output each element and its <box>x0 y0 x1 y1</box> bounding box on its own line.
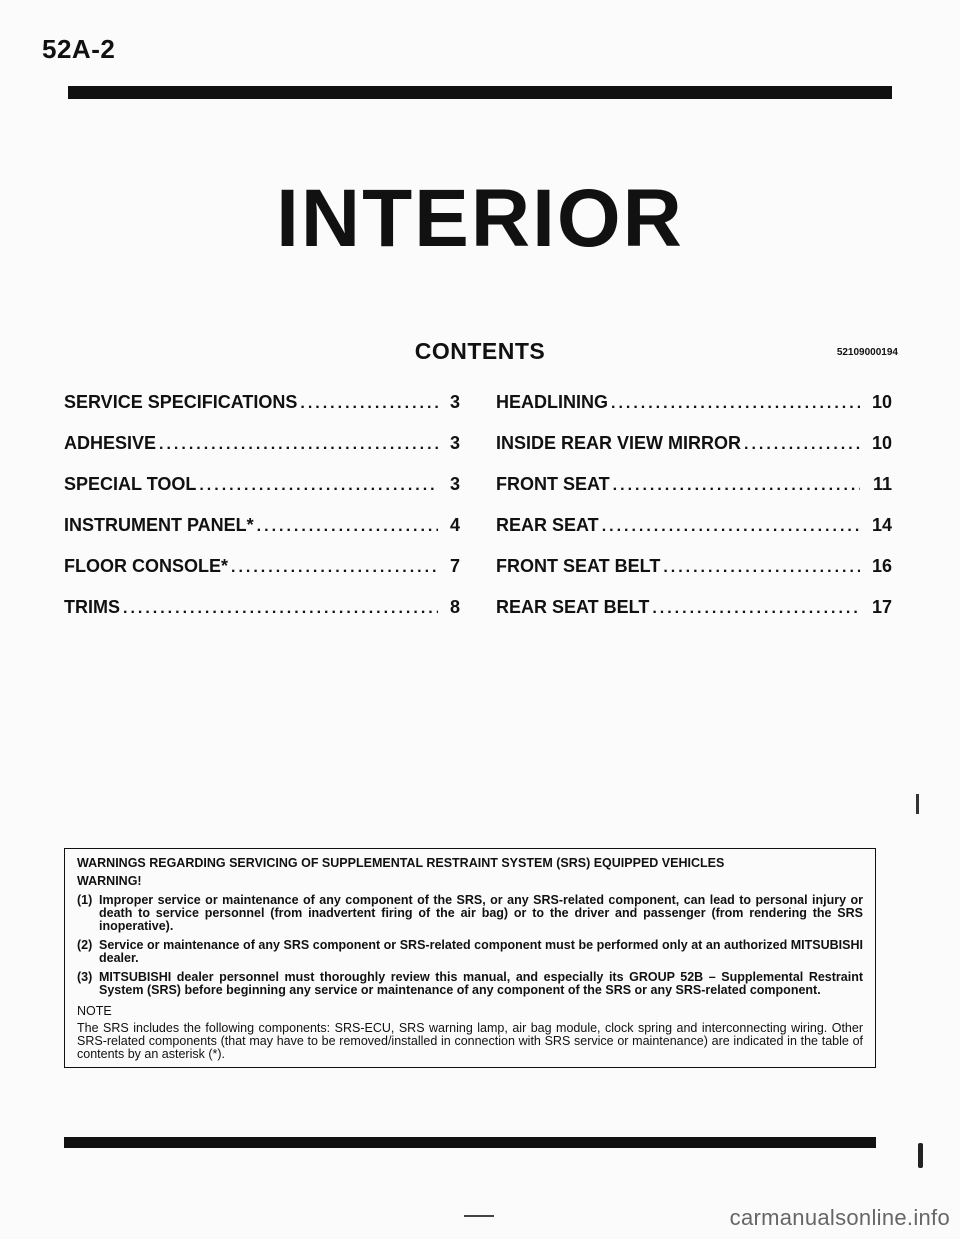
toc-leader-dots <box>613 477 860 495</box>
footer-dash <box>464 1215 494 1217</box>
toc-entry-label: INSTRUMENT PANEL* <box>64 515 254 535</box>
toc-entry-page: 17 <box>871 597 892 617</box>
toc-entry-page: 10 <box>871 433 892 453</box>
toc-entry-label: INSIDE REAR VIEW MIRROR <box>496 433 742 453</box>
srs-warning-box <box>64 848 876 1068</box>
toc-entry[interactable] <box>496 515 892 556</box>
toc-entry[interactable] <box>496 597 892 638</box>
toc-entry-label: ADHESIVE <box>64 433 157 453</box>
toc-entry-label: SERVICE SPECIFICATIONS <box>64 392 298 412</box>
toc-entry-page: 8 <box>449 597 460 617</box>
toc-entry[interactable] <box>64 597 460 638</box>
toc-entry[interactable] <box>64 556 460 597</box>
toc-entry-page: 10 <box>871 392 892 412</box>
toc-entry-page: 7 <box>449 556 460 576</box>
toc-leader-dots <box>159 436 438 454</box>
warning-heading: WARNINGS REGARDING SERVICING OF SUPPLEMENTAL RESTRAINT SYSTEM (SRS) EQUIPPED VEHICLES <box>77 856 725 870</box>
watermark: carmanualsonline.info <box>729 1205 950 1230</box>
toc-entry-label: TRIMS <box>64 597 120 617</box>
warning-item-text: Improper service or maintenance of any component of the SRS, or any SRS-related component, can lead to personal injury or death to service personnel (from inadvertent firing of the air bag) or to the driver and passenger (from rendering the SRS inoperative). <box>99 893 863 933</box>
toc-entry[interactable] <box>64 392 460 433</box>
bottom-rule <box>64 1137 876 1148</box>
note-label: NOTE <box>77 1004 112 1018</box>
toc-entry-label: REAR SEAT <box>496 515 599 535</box>
toc-entry-label: FLOOR CONSOLE* <box>64 556 229 576</box>
toc-leader-dots <box>611 395 860 413</box>
toc-entry[interactable] <box>64 474 460 515</box>
note-text: The SRS includes the following components: SRS-ECU, SRS warning lamp, air bag module, clock spring and interconnecting wiring. Other SRS-related components (that may have to be removed/installed in connection with SRS service or maintenance) are indicated in the table of contents by an asterisk (*). <box>77 1021 863 1061</box>
toc-leader-dots <box>663 559 860 577</box>
warning-label: WARNING! <box>77 874 142 888</box>
document-code: 52109000194 <box>836 347 898 358</box>
warning-item-number: (1) <box>77 893 93 907</box>
toc-leader-dots <box>231 559 438 577</box>
page-title: INTERIOR <box>276 173 684 264</box>
contents-heading: CONTENTS <box>414 338 546 364</box>
toc-entry[interactable] <box>496 474 892 515</box>
toc-entry-page: 3 <box>449 433 460 453</box>
toc-leader-dots <box>123 600 438 618</box>
warning-item-number: (2) <box>77 938 93 952</box>
warning-item-text: Service or maintenance of any SRS component or SRS-related component must be performed only at an authorized MITSUBISHI dealer. <box>99 938 863 965</box>
toc-entry-page: 3 <box>449 392 460 412</box>
toc-leader-dots <box>602 518 860 536</box>
toc-entry-page: 16 <box>871 556 892 576</box>
top-rule <box>68 86 892 99</box>
scan-margin-mark <box>916 794 919 814</box>
toc-entry-label: FRONT SEAT BELT <box>496 556 661 576</box>
toc-entry-page: 3 <box>449 474 460 494</box>
scan-margin-mark <box>918 1143 923 1168</box>
toc-entry-page: 4 <box>449 515 460 535</box>
toc-leader-dots <box>300 395 438 413</box>
toc-leader-dots <box>199 477 438 495</box>
toc-entry[interactable] <box>64 515 460 556</box>
warning-item-number: (3) <box>77 970 93 984</box>
toc-entry[interactable] <box>496 556 892 597</box>
toc-entry-label: FRONT SEAT <box>496 474 610 494</box>
toc-entry-label: REAR SEAT BELT <box>496 597 650 617</box>
toc-leader-dots <box>257 518 438 536</box>
warning-item <box>77 939 863 965</box>
toc-entry[interactable] <box>496 392 892 433</box>
toc-left-column <box>64 392 460 638</box>
toc-entry[interactable] <box>64 433 460 474</box>
page-number: 52A-2 <box>42 34 116 64</box>
toc-leader-dots <box>744 436 860 454</box>
warning-item-text: MITSUBISHI dealer personnel must thoroughly review this manual, and especially its GROUP 52B – Supplemental Restraint System (SRS) before beginning any service or maintenance of any component of the SRS or any SRS-related component. <box>99 970 863 997</box>
toc-right-column <box>496 392 892 638</box>
toc-entry-page: 11 <box>872 474 892 494</box>
toc-entry-page: 14 <box>871 515 892 535</box>
toc-entry-label: SPECIAL TOOL <box>64 474 197 494</box>
toc-entry-label: HEADLINING <box>496 392 608 412</box>
warning-item <box>77 894 863 933</box>
warning-item <box>77 971 863 997</box>
toc-entry[interactable] <box>496 433 892 474</box>
toc-leader-dots <box>652 600 860 618</box>
